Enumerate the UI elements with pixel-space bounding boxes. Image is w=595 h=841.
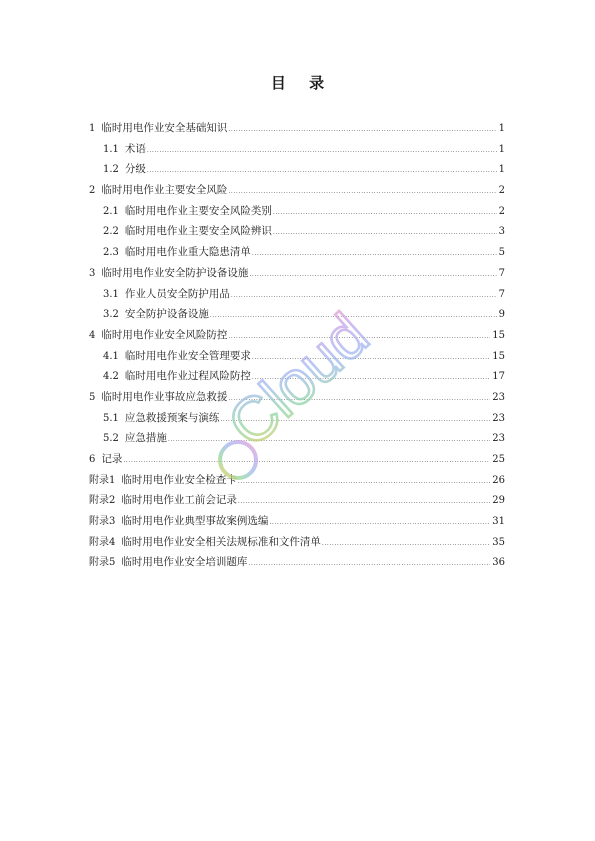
toc-entry-number: 1.2	[103, 164, 119, 176]
toc-entry-page-number: 15	[492, 350, 505, 362]
toc-entry[interactable]	[89, 201, 505, 222]
toc-entry-page-number: 3	[498, 226, 505, 238]
toc-entry-title: 安全防护设备设施	[124, 308, 209, 321]
toc-entry-number: 2.3	[103, 247, 119, 259]
toc-entry-number: 3.2	[103, 309, 119, 321]
toc-entry-number: 附录4	[89, 536, 116, 548]
toc-entry-page-number: 7	[498, 267, 505, 279]
toc-entry[interactable]	[89, 346, 505, 367]
toc-leader-dots	[168, 430, 490, 451]
toc-entry-number: 5.2	[103, 433, 119, 445]
toc-entry-title: 分级	[124, 163, 146, 176]
toc-entry-page-number: 9	[498, 309, 505, 321]
toc-entry-title: 临时用电作业主要安全风险辨识	[124, 225, 272, 238]
toc-entry-page-number: 2	[498, 205, 505, 217]
toc-entry-title: 作业人员安全防护用品	[124, 287, 230, 300]
toc-entry-title: 临时用电作业安全相关法规标准和文件清单	[121, 535, 321, 548]
toc-entry-page-number: 23	[492, 433, 505, 445]
toc-entry-page-number: 2	[498, 185, 505, 197]
toc-entry-title: 临时用电作业安全培训题库	[121, 556, 248, 569]
toc-entry-title: 临时用电作业典型事故案例选编	[121, 515, 269, 528]
toc-leader-dots	[249, 265, 496, 286]
toc-entry-page-number: 15	[492, 329, 505, 341]
toc-leader-dots	[273, 203, 497, 224]
toc-entry-page-number: 23	[492, 391, 505, 403]
toc-entry-number: 附录5	[89, 557, 116, 569]
toc-leader-dots	[210, 306, 497, 327]
toc-leader-dots	[123, 451, 490, 472]
toc-entry-number: 附录3	[89, 516, 116, 528]
toc-entry-page-number: 7	[498, 288, 505, 300]
toc-leader-dots	[322, 534, 490, 555]
toc-entry-number: 2	[89, 185, 96, 197]
toc-leader-dots	[252, 368, 490, 389]
toc-entry-page-number: 5	[498, 247, 505, 259]
toc-leader-dots	[238, 472, 490, 493]
toc-entry[interactable]	[89, 180, 505, 201]
toc-entry-title: 临时用电作业主要安全风险类别	[124, 204, 272, 217]
toc-leader-dots	[147, 161, 497, 182]
toc-leader-dots	[269, 513, 490, 534]
toc-entry-page-number: 17	[492, 371, 505, 383]
toc-entry-number: 3.1	[103, 288, 119, 300]
toc-entry-page-number: 35	[492, 536, 505, 548]
toc-entry-number: 附录2	[89, 495, 116, 507]
toc-entry[interactable]	[89, 408, 505, 429]
toc-entry-title: 临时用电作业主要安全风险	[101, 184, 228, 197]
toc-leader-dots	[252, 244, 497, 265]
toc-entry-number: 5	[89, 391, 96, 403]
toc-entry-page-number: 1	[498, 143, 505, 155]
toc-entry-title: 临时用电作业工前会记录	[121, 494, 237, 507]
toc-entry-title: 应急救援预案与演练	[124, 411, 220, 424]
toc-leader-dots	[231, 286, 497, 307]
toc-leader-dots	[238, 492, 490, 513]
toc-entry-title: 临时用电作业安全管理要求	[124, 349, 251, 362]
toc-entry[interactable]	[89, 284, 505, 305]
toc-entry[interactable]	[89, 118, 505, 139]
toc-entry-title: 临时用电作业安全防护设备设施	[101, 266, 249, 279]
toc-entry-page-number: 26	[492, 474, 505, 486]
toc-entry[interactable]	[89, 428, 505, 449]
toc-entry-title: 临时用电作业过程风险防控	[124, 370, 251, 383]
toc-entry-title: 临时用电作业安全基础知识	[101, 122, 228, 134]
toc-entry[interactable]	[89, 139, 505, 160]
toc-entry-page-number: 25	[492, 454, 505, 465]
toc-entry[interactable]	[89, 490, 505, 511]
toc-leader-dots	[248, 554, 490, 575]
toc-entry-page-number: 23	[492, 412, 505, 424]
toc-entry-number: 2.2	[103, 226, 119, 238]
toc-entry[interactable]	[89, 366, 505, 387]
toc-leader-dots	[228, 327, 490, 348]
toc-entry-number: 5.1	[103, 412, 119, 424]
toc-leader-dots	[220, 410, 490, 431]
watermark-text: Cloud	[215, 300, 382, 461]
toc-entry[interactable]	[89, 242, 505, 263]
toc-entry-title: 记录	[101, 453, 123, 465]
toc-entry-number: 附录1	[89, 474, 116, 486]
toc-entry-number: 4.1	[103, 350, 119, 362]
toc-entry[interactable]	[89, 263, 505, 284]
toc-entry-number: 6	[89, 454, 96, 465]
toc-entry-number: 1	[89, 123, 96, 134]
toc-entry[interactable]	[89, 325, 505, 346]
toc-entry-page-number: 1	[498, 164, 505, 176]
toc-entry-page-number: 1	[498, 123, 505, 134]
toc-leader-dots	[228, 389, 490, 410]
toc-entry-title: 应急措施	[124, 432, 167, 445]
toc-entry-number: 1.1	[103, 143, 119, 155]
toc-entry[interactable]	[89, 449, 505, 470]
toc-entry-title: 术语	[124, 142, 146, 155]
toc-entry[interactable]	[89, 511, 505, 532]
toc-entry[interactable]	[89, 470, 505, 491]
toc-entry-number: 4	[89, 329, 96, 341]
toc-leader-dots	[228, 182, 496, 203]
toc-entry-title: 临时用电作业事故应急救援	[101, 390, 228, 403]
toc-leader-dots	[273, 223, 497, 244]
toc-entry[interactable]	[89, 552, 505, 573]
toc-entry-page-number: 29	[492, 495, 505, 507]
toc-entry-number: 4.2	[103, 371, 119, 383]
toc-entry-title: 临时用电作业安全检查卡	[121, 473, 237, 486]
toc-leader-dots	[147, 141, 497, 162]
toc-leader-dots	[252, 348, 490, 369]
toc-entry-number: 2.1	[103, 205, 119, 217]
toc-entry[interactable]	[89, 221, 505, 242]
toc-entry-title: 临时用电作业重大隐患清单	[124, 246, 251, 259]
toc-entry-page-number: 31	[492, 516, 505, 528]
toc-entry-number: 3	[89, 267, 96, 279]
toc-entry[interactable]	[89, 304, 505, 325]
page-title: 目 录	[270, 74, 334, 92]
toc-entry[interactable]	[89, 532, 505, 553]
toc-entry[interactable]	[89, 387, 505, 408]
toc-entry-page-number: 36	[492, 557, 505, 569]
toc-entry[interactable]	[89, 159, 505, 180]
toc-list	[89, 118, 505, 573]
toc-leader-dots	[228, 120, 496, 141]
toc-entry-title: 临时用电作业安全风险防控	[101, 328, 228, 341]
